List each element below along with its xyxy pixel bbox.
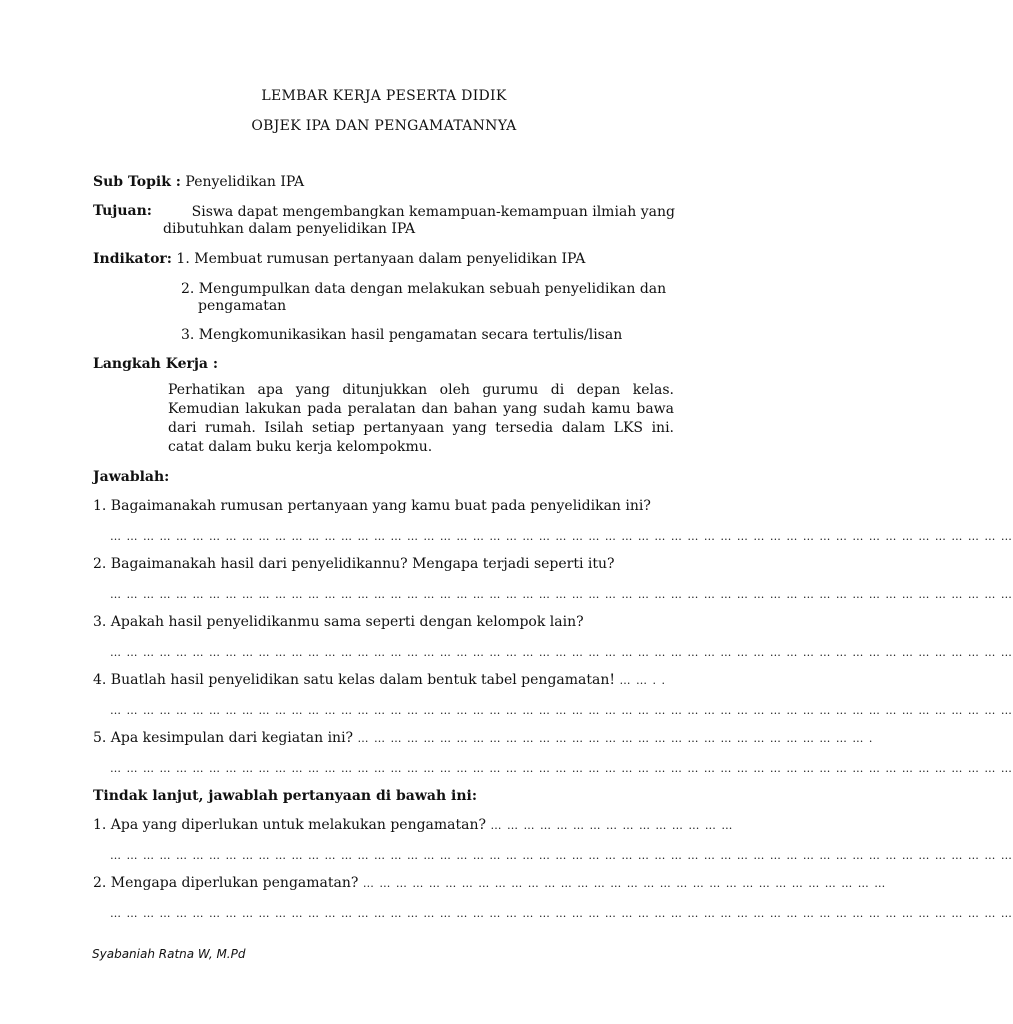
followup-answer-line-2: … … … … … … … … … … … … … … … … … … … … … … … … … … … … … … … … … … … … … … … … … … … … … … … … … … … … … … … <box>110 907 1013 920</box>
langkah-kerja-text: Perhatikan apa yang ditunjukkan oleh gurumu di depan kelas. Kemudian lakukan pada peralatan dan bahan yang sudah kamu bawa dari rumah. Isilah setiap pertanyaan yang tersedia dalam LKS ini. catat dalam buku kerja kelompokmu. <box>168 382 674 455</box>
followup-answer-line-1: … … … … … … … … … … … … … … … … … … … … … … … … … … … … … … … … … … … … … … … … … … … … … … … … … … … … … … … <box>110 849 1013 862</box>
followup-question-1-inline-dots: … … … … … … … … … … … … … … … <box>490 819 734 832</box>
followup-question-2: 2. Mengapa diperlukan pengamatan? <box>93 875 359 891</box>
indikator-item-1: 1. Membuat rumusan pertanyaan dalam penyelidikan IPA <box>176 251 586 267</box>
question-1: 1. Bagaimanakah rumusan pertanyaan yang kamu buat pada penyelidikan ini? <box>93 498 651 514</box>
answer-line-1: … … … … … … … … … … … … … … … … … … … … … … … … … … … … … … … … … … … … … … … … … … … … … … … … … … … … … … … <box>110 530 1013 543</box>
tindak-lanjut-label: Tindak lanjut, jawablah pertanyaan di bawah ini: <box>93 788 477 804</box>
tujuan-label: Tujuan: <box>93 203 152 219</box>
indikator-label: Indikator: <box>93 251 172 267</box>
followup-question-2-row <box>93 875 886 891</box>
indikator-row <box>93 251 585 267</box>
tujuan-line-1: Siswa dapat mengembangkan kemampuan-kemampuan ilmiah yang <box>191 204 675 220</box>
sub-topik-label: Sub Topik : <box>93 174 181 190</box>
followup-question-2-inline-dots: … … … … … … … … … … … … … … … … … … … … … … … … … … … … … … … … <box>362 877 887 890</box>
page-title: LEMBAR KERJA PESERTA DIDIK <box>261 88 507 104</box>
answer-line-3: … … … … … … … … … … … … … … … … … … … … … … … … … … … … … … … … … … … … … … … … … … … … … … … … … … … … … … … <box>110 646 1013 659</box>
tujuan-row <box>93 203 152 219</box>
indikator-item-2: 2. Mengumpulkan data dengan melakukan sebuah penyelidikan dan <box>181 281 667 297</box>
langkah-kerja-label: Langkah Kerja : <box>93 356 219 372</box>
answer-line-4: … … … … … … … … … … … … … … … … … … … … … … … … … … … … … … … … … … … … … … … … … … … … … … … … … … … … … … … <box>110 704 1013 717</box>
footer-author: Syabaniah Ratna W, M.Pd <box>92 947 246 961</box>
sub-topik-row <box>93 174 304 190</box>
question-4: 4. Buatlah hasil penyelidikan satu kelas dalam bentuk tabel pengamatan! <box>93 672 615 688</box>
question-4-row <box>93 672 666 688</box>
page-subtitle: OBJEK IPA DAN PENGAMATANNYA <box>251 118 517 134</box>
question-2: 2. Bagaimanakah hasil dari penyelidikannu? Mengapa terjadi seperti itu? <box>93 556 615 572</box>
followup-question-1: 1. Apa yang diperlukan untuk melakukan pengamatan? <box>93 817 487 833</box>
answer-line-5: … … … … … … … … … … … … … … … … … … … … … … … … … … … … … … … … … … … … … … … … … … … … … … … … … … … … … … … <box>110 762 1013 775</box>
jawablah-label: Jawablah: <box>93 469 170 485</box>
sub-topik-value: Penyelidikan IPA <box>180 174 305 190</box>
tujuan-line-2: dibutuhkan dalam penyelidikan IPA <box>163 221 416 237</box>
question-5: 5. Apa kesimpulan dari kegiatan ini? <box>93 730 354 746</box>
indikator-item-3: 3. Mengkomunikasikan hasil pengamatan secara tertulis/lisan <box>181 327 623 343</box>
indikator-item-2-cont: pengamatan <box>198 298 287 314</box>
question-5-row <box>93 730 873 746</box>
answer-line-2: … … … … … … … … … … … … … … … … … … … … … … … … … … … … … … … … … … … … … … … … … … … … … … … … … … … … … … … <box>110 588 1013 601</box>
question-5-inline-dots: … … … … … … … … … … … … … … … … … … … … … … … … … … … … … … … . <box>357 732 874 745</box>
question-3: 3. Apakah hasil penyelidikanmu sama seperti dengan kelompok lain? <box>93 614 584 630</box>
question-4-inline-dots: … … . . <box>619 674 666 687</box>
followup-question-1-row <box>93 817 733 833</box>
